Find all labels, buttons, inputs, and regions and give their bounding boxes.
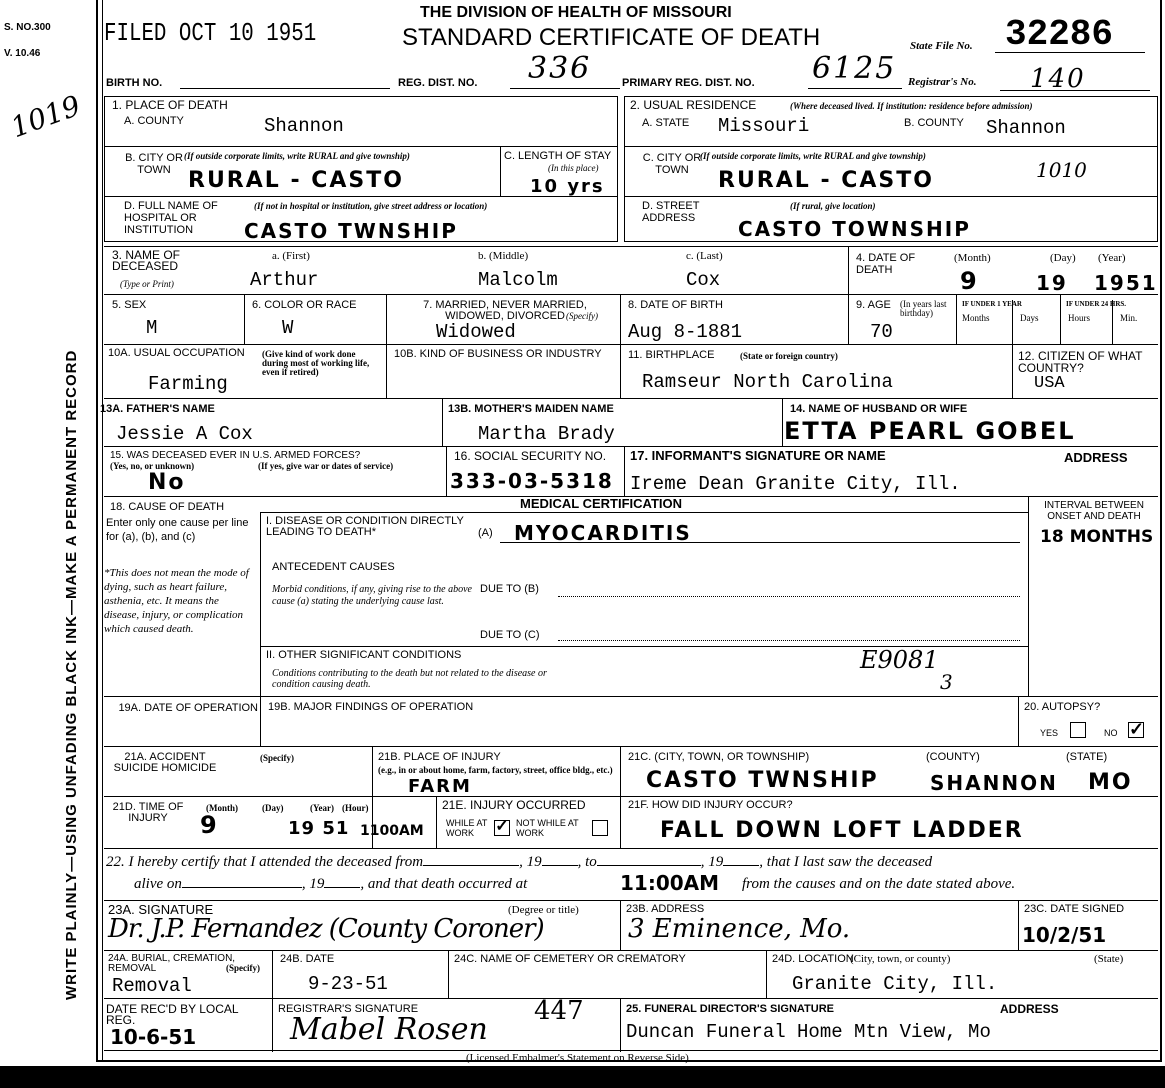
disease-label: I. DISEASE OR CONDITION DIRECTLY LEADING TO DEATH*	[266, 515, 464, 538]
occupation-label: 10A. USUAL OCCUPATION	[108, 347, 245, 359]
other-conditions-label: II. OTHER SIGNIFICANT CONDITIONS	[266, 649, 462, 661]
forces-note-1: (Yes, no, or unknown)	[110, 461, 195, 471]
birth-no-label: BIRTH NO.	[106, 77, 163, 89]
dob-label: 8. DATE OF BIRTH	[628, 299, 723, 311]
occupation: Farming	[148, 373, 228, 395]
residence-city-label: C. CITY OR TOWN	[642, 152, 702, 176]
due-to-b: DUE TO (B)	[480, 583, 539, 595]
margin-instruction: WRITE PLAINLY—USING UNFADING BLACK INK—MAKE A PERMANENT RECORD	[63, 349, 80, 1000]
death-month: 9	[960, 267, 979, 295]
certifier-address-label: 23B. ADDRESS	[626, 903, 705, 915]
scan-bottom-edge	[0, 1066, 1165, 1088]
business-label: 10B. KIND OF BUSINESS OR INDUSTRY	[394, 348, 602, 360]
mother-name: Martha Brady	[478, 423, 615, 445]
hours-label: Hours	[1068, 313, 1090, 323]
burial-label: 24A. BURIAL, CREMATION, REMOVAL	[108, 953, 236, 974]
a-label: (A)	[478, 527, 493, 539]
residence-county: Shannon	[986, 117, 1066, 139]
deceased-label: 3. NAME OF DECEASED	[112, 248, 181, 273]
death-city: RURAL - CASTO	[188, 168, 404, 193]
residence-city-note: (If outside corporate limits, write RURAL and give township)	[700, 151, 926, 161]
county-label: A. COUNTY	[124, 115, 184, 127]
funeral-address-label: ADDRESS	[1000, 1002, 1059, 1016]
city-note: (If outside corporate limits, write RURAL and give township)	[184, 151, 410, 161]
margin-mark: 1019	[6, 88, 85, 145]
state-file-number: 32286	[1005, 14, 1114, 55]
sex-label: 5. SEX	[112, 299, 147, 311]
injury-location: CASTO TWNSHIP	[646, 768, 879, 793]
death-time: 11:00AM	[620, 871, 720, 895]
cemetery-location-label: 24D. LOCATION	[772, 953, 854, 965]
operation-date-label: 19A. DATE OF OPERATION	[118, 702, 258, 714]
place-of-injury-label: 21B. PLACE OF INJURY	[378, 751, 501, 763]
informant-label: 17. INFORMANT'S SIGNATURE OR NAME	[630, 448, 886, 463]
residence-city-mark: 1010	[1036, 158, 1087, 182]
how-injury-label: 21F. HOW DID INJURY OCCUR?	[628, 799, 793, 811]
father-label: 13A. FATHER'S NAME	[100, 403, 215, 415]
street-label: D. STREET ADDRESS	[642, 200, 700, 224]
age-note: (In years last birthday)	[900, 299, 947, 318]
residence-label: 2. USUAL RESIDENCE	[630, 98, 757, 112]
classification-code: E9081	[860, 646, 939, 674]
other-conditions-note: Conditions contributing to the death but not related to the disease or condition causing death.	[272, 668, 547, 690]
middle-name: Malcolm	[478, 269, 558, 291]
time-month-label: (Month)	[206, 803, 238, 813]
mother-label: 13B. MOTHER'S MAIDEN NAME	[448, 403, 614, 415]
under-1-year: IF UNDER 1 YEAR	[962, 300, 1022, 308]
date-signed: 10/2/51	[1022, 923, 1107, 947]
division-title: THE DIVISION OF HEALTH OF MISSOURI	[420, 4, 732, 21]
place-of-injury-note: (e.g., in or about home, farm, factory, street, office bldg., etc.)	[378, 765, 613, 775]
date-signed-label: 23C. DATE SIGNED	[1024, 903, 1125, 915]
city-label: B. CITY OR TOWN	[125, 152, 183, 176]
antecedent-note: Morbid conditions, if any, giving rise to the above cause (a) stating the underlying cause last.	[272, 584, 472, 607]
citizen: USA	[1034, 374, 1065, 393]
middle-label: b. (Middle)	[478, 250, 529, 262]
not-while-at-work-checkbox[interactable]	[592, 820, 608, 836]
age: 70	[870, 321, 893, 343]
registrar-signature-label: REGISTRAR'S SIGNATURE	[278, 1003, 419, 1015]
cause-a: MYOCARDITIS	[514, 521, 692, 545]
birthplace-note: (State or foreign country)	[740, 351, 838, 361]
state-file-label: State File No.	[910, 40, 973, 52]
residence-county-label: B. COUNTY	[904, 117, 964, 129]
registrar-no-label: Registrar's No.	[908, 76, 977, 88]
death-county: Shannon	[264, 115, 344, 137]
embalmer-note: (Licensed Embalmer's Statement on Reverse Side)	[466, 1052, 689, 1064]
residence-city: RURAL - CASTO	[718, 168, 934, 193]
disposition: Removal	[112, 975, 192, 997]
occupation-note: (Give kind of work done during most of working life, even if retired)	[262, 349, 370, 377]
cert-line-1: 22. I hereby certify that I attended the deceased from , 19 , to , 19 , that I last saw the deceased	[106, 854, 933, 870]
physician-signature: Dr. J.P. Fernandez (County Coroner)	[108, 914, 544, 944]
residence-state: Missouri	[718, 115, 810, 137]
primary-reg-number: 6125	[812, 51, 897, 86]
social-security-number: 333-03-5318	[450, 469, 614, 493]
place-of-injury: FARM	[408, 776, 472, 797]
informant: Ireme Dean Granite City, Ill.	[630, 473, 961, 495]
under-24-hrs: IF UNDER 24 HRS.	[1066, 300, 1127, 308]
injury-county: SHANNON	[930, 771, 1058, 795]
injury-year: 19 51	[288, 818, 350, 839]
cemetery-state-label: (State)	[1094, 953, 1124, 965]
classification-code-2: 3	[940, 670, 953, 694]
deceased-note: (Type or Print)	[120, 279, 174, 289]
findings-label: 19B. MAJOR FINDINGS OF OPERATION	[268, 701, 474, 713]
medical-title: MEDICAL CERTIFICATION	[520, 496, 683, 511]
antecedent-label: ANTECEDENT CAUSES	[272, 561, 395, 573]
time-year-label: (Year)	[310, 803, 334, 813]
hospital-label: D. FULL NAME OF HOSPITAL OR INSTITUTION	[124, 200, 218, 236]
marital-status: Widowed	[436, 321, 516, 343]
first-name: Arthur	[250, 269, 319, 291]
spouse-name: ETTA PEARL GOBEL	[784, 417, 1076, 445]
certifier-address: 3 Eminence, Mo.	[628, 914, 851, 944]
form-number: S. NO.300	[4, 22, 51, 33]
hospital-note: (If not in hospital or institution, give street address or location)	[254, 201, 488, 211]
marital-label: 7. MARRIED, NEVER MARRIED, WIDOWED, DIVORCED	[423, 299, 587, 322]
hospital-name: CASTO TWNSHIP	[244, 219, 458, 243]
marital-note: (Specify)	[566, 311, 598, 321]
year-label: (Year)	[1098, 252, 1126, 264]
accident-label: 21A. ACCIDENT SUICIDE HOMICIDE	[113, 751, 217, 774]
days-label: Days	[1020, 313, 1039, 323]
age-label: 9. AGE	[856, 299, 891, 311]
autopsy-label: 20. AUTOPSY?	[1024, 701, 1101, 713]
degree-label: (Degree or title)	[508, 904, 579, 916]
race: W	[282, 317, 294, 339]
armed-forces: No	[148, 470, 186, 495]
signature-label: 23A. SIGNATURE	[108, 902, 214, 917]
time-day-label: (Day)	[262, 803, 284, 813]
reg-dist-label: REG. DIST. NO.	[398, 77, 478, 89]
cemetery-location-note: (City, town, or county)	[850, 953, 951, 965]
months-label: Months	[962, 313, 990, 323]
cause-label: 18. CAUSE OF DEATH	[110, 501, 225, 513]
last-label: c. (Last)	[686, 250, 723, 262]
injury-state: MO	[1088, 770, 1133, 795]
registrar-signature: Mabel Rosen	[290, 1012, 488, 1047]
place-of-death-label: 1. PLACE OF DEATH	[112, 98, 228, 112]
last-name: Cox	[686, 269, 721, 291]
disposition-date: 9-23-51	[308, 973, 388, 995]
date-received: 10-6-51	[110, 1025, 197, 1049]
cause-note: Enter only one cause per line for (a), (b), and (c)	[106, 517, 249, 543]
date-received-label: DATE REC'D BY LOCAL REG.	[106, 1002, 239, 1027]
injury-county-label: (COUNTY)	[926, 751, 980, 763]
primary-reg-label: PRIMARY REG. DIST. NO.	[622, 77, 755, 89]
reg-dist-number: 336	[528, 51, 592, 86]
forces-note-2: (If yes, give war or dates of service)	[258, 461, 394, 471]
registrar-number-mark: 447	[534, 996, 584, 1026]
month-label: (Month)	[954, 252, 991, 264]
filed-stamp: FILED OCT 10 1951	[104, 18, 317, 48]
injury-state-label: (STATE)	[1066, 751, 1108, 763]
autopsy-no-label: NO	[1104, 728, 1118, 738]
citizen-label: 12. CITIZEN OF WHAT COUNTRY?	[1018, 349, 1143, 375]
registrar-number: 140	[1030, 64, 1086, 94]
father-name: Jessie A Cox	[116, 423, 253, 445]
not-while-at-work-label: NOT WHILE AT WORK	[516, 818, 579, 838]
day-label: (Day)	[1050, 252, 1076, 264]
ssn-label: 16. SOCIAL SECURITY NO.	[454, 449, 607, 463]
cause-footnote: *This does not mean the mode of dying, such as heart failure, asthenia, etc. It means the disease, injury, or complication which caused death.	[104, 567, 249, 635]
how-injury: FALL DOWN LOFT LADDER	[660, 818, 1024, 843]
certificate-title: STANDARD CERTIFICATE OF DEATH	[402, 24, 821, 51]
injury-hour: 1100AM	[360, 823, 424, 839]
form-revision: V. 10.46	[4, 48, 41, 59]
interval-label: INTERVAL BETWEEN ONSET AND DEATH	[1044, 500, 1144, 522]
length-of-stay: 10 yrs	[530, 176, 605, 197]
forces-label: 15. WAS DECEASED EVER IN U.S. ARMED FORCES?	[110, 450, 361, 461]
date-of-birth: Aug 8-1881	[628, 321, 743, 343]
death-day: 19	[1036, 271, 1068, 295]
while-at-work-checkbox[interactable]: ✓	[495, 818, 509, 835]
disposition-date-label: 24B. DATE	[280, 953, 335, 965]
birthplace-label: 11. BIRTHPLACE	[628, 349, 715, 361]
date-of-death-label: 4. DATE OF DEATH	[856, 252, 916, 276]
while-at-work-label: WHILE AT WORK	[446, 818, 488, 838]
stay-note: (In this place)	[548, 163, 599, 173]
injury-location-label: 21C. (CITY, TOWN, OR TOWNSHIP)	[628, 751, 810, 763]
spouse-label: 14. NAME OF HUSBAND OR WIFE	[790, 403, 968, 415]
time-hour-label: (Hour)	[342, 803, 369, 813]
state-label: A. STATE	[642, 117, 690, 129]
min-label: Min.	[1120, 313, 1138, 323]
burial-note: (Specify)	[226, 963, 260, 973]
due-to-c: DUE TO (C)	[480, 629, 540, 641]
street-note: (If rural, give location)	[790, 201, 876, 211]
cert-line-2: alive on , 19 , and that death occurred at	[134, 876, 528, 892]
funeral-director: Duncan Funeral Home Mtn View, Mo	[626, 1021, 991, 1043]
death-year: 1951	[1094, 271, 1158, 295]
sex: M	[146, 317, 158, 339]
length-of-stay-label: C. LENGTH OF STAY	[504, 150, 612, 162]
birthplace: Ramseur North Carolina	[642, 371, 893, 393]
cemetery-label: 24C. NAME OF CEMETERY OR CREMATORY	[454, 953, 686, 965]
injury-month: 9	[200, 811, 219, 839]
autopsy-no-checkbox[interactable]: ✓	[1129, 719, 1145, 739]
informant-address-label: ADDRESS	[1064, 450, 1128, 465]
first-label: a. (First)	[272, 250, 310, 262]
race-label: 6. COLOR OR RACE	[252, 299, 357, 311]
injury-occurred-label: 21E. INJURY OCCURRED	[442, 798, 586, 812]
funeral-director-label: 25. FUNERAL DIRECTOR'S SIGNATURE	[626, 1003, 834, 1015]
residence-street: CASTO TOWNSHIP	[738, 217, 971, 241]
autopsy-yes-checkbox[interactable]	[1070, 722, 1086, 738]
interval: 18 MONTHS	[1040, 527, 1154, 547]
time-of-injury-label: 21D. TIME OF INJURY	[112, 801, 184, 824]
residence-note: (Where deceased lived. If institution: residence before admission)	[790, 101, 1033, 111]
cemetery-location: Granite City, Ill.	[792, 973, 998, 995]
accident-specify: (Specify)	[260, 753, 294, 763]
cert-line-2-end: from the causes and on the date stated above.	[742, 876, 1016, 892]
autopsy-yes-label: YES	[1040, 728, 1059, 738]
